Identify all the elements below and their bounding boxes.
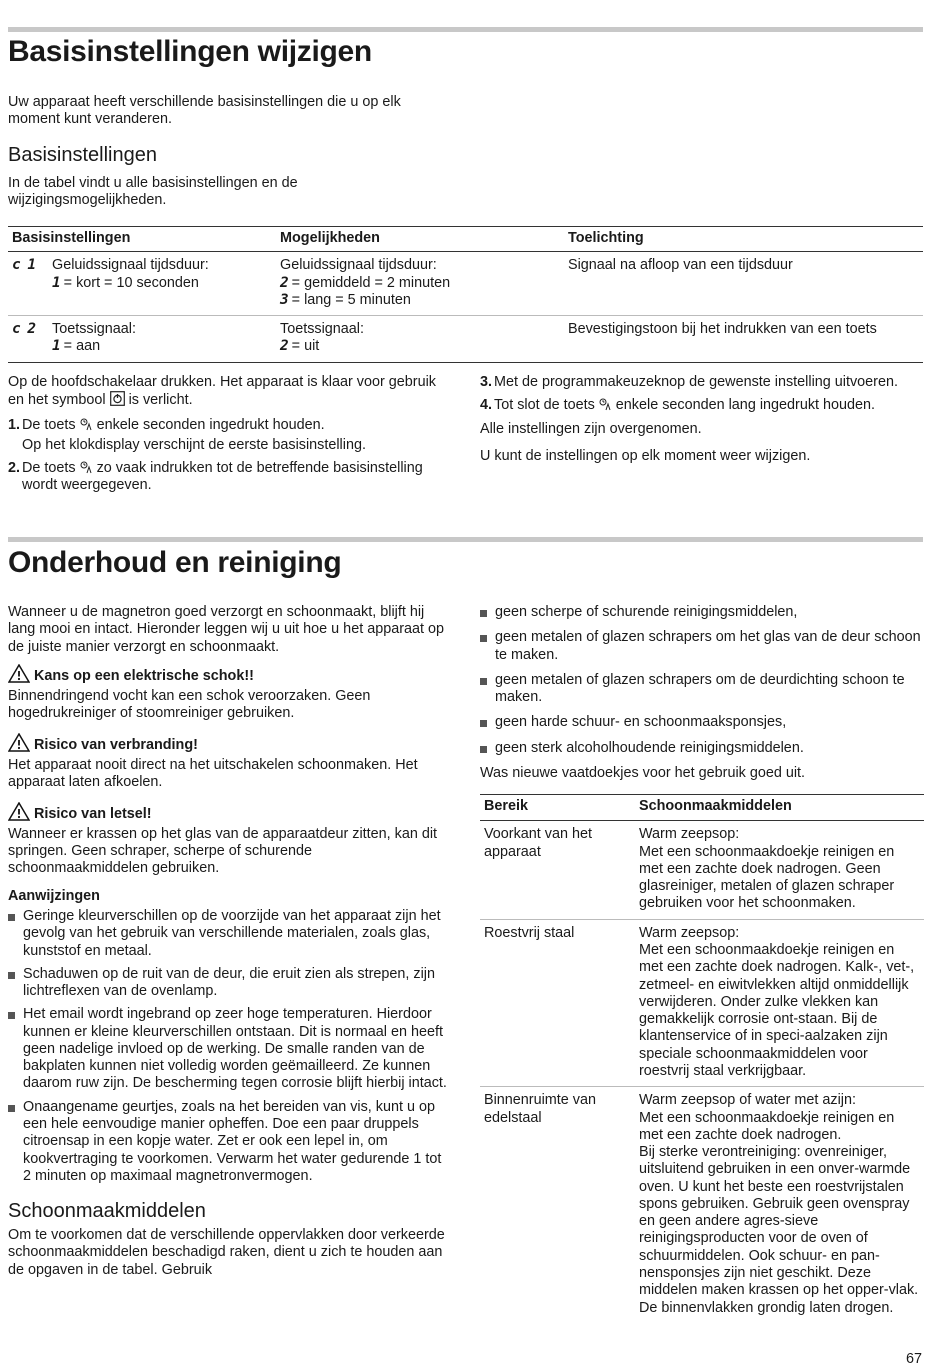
avoid-list [480,604,924,757]
step-item: 1. De toets enkele seconden ingedrukt houden. Op het klokdisplay verschijnt de eerste basisinstelling. [8,416,366,453]
list-item: geen scherpe of schurende reinigingsmiddelen, [480,604,924,621]
setting-value: = aan [63,338,101,355]
list-item: geen harde schuur- en schoonmaaksponsjes, [480,714,924,731]
list-item: Geringe kleurverschillen op de voorzijde van het apparaat zijn het gevolg van het gebruik van verschillende materialen, zoals glas, kunststof en metaal. [8,908,450,960]
table-cell [8,316,276,363]
table-cell: Warm zeepsop of water met azijn: Met een schoonmaakdoekje reinigen en met een zachte doek nadrogen. Bij sterke verontreiniging: ovenreiniger, uitsluitend gebruiken in een onver-warmde oven. U kunt het beste een roestvrijstalen spons gebruiken. Gebruik geen ovenspray en geen andere agres-sieve reinigingsproducten voor de oven of schuurmiddelen. Ook schuur- en pan-nensponsjes zijn niet geschikt. Deze middelen maken krassen op het opper-vlak. De binnenvlakken grondig laten drogen. [639,1092,919,1316]
page-title: Onderhoud en reiniging [8,546,342,579]
steps-list [8,417,448,495]
maintenance-right-column [480,604,924,782]
warning-text: Wanneer er krassen op het glas van de apparaatdeur zitten, kan dit springen. Geen schraper, scherpe of schurende schoonmaakmiddelen gebruiken. [8,825,438,877]
clock-key-icon [80,418,93,431]
options-label: Toetssignaal: [280,321,364,338]
warning-title: Risico van letsel! [34,805,152,822]
table-cell: Binnenruimte van edelstaal [484,1092,596,1126]
setting-label: Toetssignaal: [52,321,136,338]
steps-right-column [480,374,924,472]
options-label: Geluidssignaal tijdsduur: [280,257,437,274]
table-cell: Warm zeepsop: Met een schoonmaakdoekje reinigen en met een zachte doek nadrogen. Geen glasreiniger, metalen of glazen schraper gebruiken voor het schoonmaken. [635,821,924,919]
clock-key-icon [80,461,93,474]
section-rule [8,537,923,542]
maintenance-left-column [8,604,450,1286]
wash-note: Was nieuwe vaatdoekjes voor het gebruik goed uit. [480,764,806,781]
steps-list [480,374,924,415]
value-code: 2 [280,338,288,355]
value-code: 2 [280,274,288,291]
step-item: 4. Tot slot de toets enkele seconden lang ingedrukt houden. [480,397,876,414]
warning-block [8,733,450,792]
confirm-text: Alle instellingen zijn overgenomen. [480,420,702,437]
setting-label: Geluidssignaal tijdsduur: [52,257,209,274]
warning-text: Het apparaat nooit direct na het uitschakelen schoonmaken. Het apparaat laten afkoelen. [8,756,418,791]
table-header-row [8,227,923,252]
table-header: Toelichting [564,227,923,252]
subheading: Basisinstellingen [8,144,157,166]
clock-key-icon [599,398,612,411]
setting-code: c 1 [12,257,35,274]
table-cell [276,316,564,363]
table-cell: Roestvrij staal [480,919,635,1087]
table-cell [8,252,276,316]
value-code: 1 [52,274,60,291]
warning-title: Kans op een elektrische schok!! [34,667,254,684]
option-text: = uit [291,338,320,355]
intro-text: Wanneer u de magnetron goed verzorgt en schoonmaakt, blijft hij lang mooi en intact. Hieronder leggen wij u uit hoe u het apparaat op de juiste manier verzorgt en schoonmaakt. [8,604,445,655]
option-text: = gemiddeld = 2 minuten [291,274,451,291]
warning-title: Risico van verbranding! [34,736,198,753]
notes-list [8,908,450,1185]
section-rule [8,27,923,32]
notes-title: Aanwijzingen [8,887,100,904]
page-number: 67 [905,1351,922,1367]
step-item: 3. Met de programmakeuzeknop de gewenste instelling uitvoeren. [480,374,898,390]
table-cell [276,252,564,316]
power-square-icon [110,391,125,406]
list-item: Onaangename geurtjes, zoals na het bereiden van vis, kunt u op een hele eenvoudige manier opheffen. Doe een paar druppels citroensap in een kopje water. Zet er ook een lepel in, om kookvertraging te voorkomen. Verwarm het water gedurende 1 tot 2 minuten op maximaal magnetronvermogen. [8,1099,450,1185]
warning-block [8,802,450,878]
table-header-row [480,795,924,821]
step-item: 2. De toets zo vaak indrukken tot de betreffende basisinstelling wordt weergegeven. [8,460,423,494]
table-header: Bereik [480,795,635,821]
confirm-text: U kunt de instellingen op elk moment weer wijzigen. [480,447,811,464]
value-code: 3 [280,291,288,308]
table-header: Mogelijkheden [276,227,564,252]
warning-triangle-icon [8,733,30,752]
cleaning-table [480,794,924,1323]
table-row [480,919,924,1087]
table-row [8,252,923,316]
warning-text: Binnendringend vocht kan een schok veroorzaken. Geen hogedrukreiniger of stoomreiniger gebruiken. [8,688,371,722]
list-item: Schaduwen op de ruit van de deur, die eruit zien als strepen, zijn lichtreflexen van de ovenlamp. [8,966,450,1001]
sub-intro-text: In de tabel vindt u alle basisinstellingen en de wijzigingsmogelijkheden. [8,175,298,209]
list-item: geen metalen of glazen schrapers om het glas van de deur schoon te maken. [480,629,924,664]
value-code: 1 [52,338,60,355]
list-item: geen metalen of glazen schrapers om de deurdichting schoon te maken. [480,672,924,707]
list-item: geen sterk alcoholhoudende reinigingsmiddelen. [480,740,924,757]
page-title: Basisinstellingen wijzigen [8,35,372,68]
cleaning-intro: Om te voorkomen dat de verschillende oppervlakken door verkeerde schoonmaakmiddelen beschadigd raken, dient u zich te houden aan de opgaven in de tabel. Gebruik [8,1227,445,1278]
table-header: Schoonmaakmiddelen [635,795,924,821]
cleaning-heading: Schoonmaakmiddelen [8,1200,206,1223]
warning-triangle-icon [8,664,30,683]
setting-code: c 2 [12,321,35,338]
warning-block [8,664,450,723]
table-cell: Voorkant van het apparaat [480,821,635,919]
table-cell: Warm zeepsop: Met een schoonmaakdoekje reinigen en met een zachte doek nadrogen. Kalk-, vet-, zetmeel- en eiwitvlekken altijd onmiddellijk verwijderen. Onder zulke vlekken kan gemakkelijk corrosie ont-staan. Bij de klantenservice of in speci-aalzaken zijn speciale schoonmaakmiddelen voor roestvrij staal verkrijgbaar. [635,919,924,1087]
steps-left-column [8,374,448,501]
instruction-text: Op de hoofdschakelaar drukken. Het apparaat is klaar voor gebruik en het symbool is verlicht. [8,374,436,409]
list-item: Het email wordt ingebrand op zeer hoge temperaturen. Hierdoor kunnen er kleine kleurverschillen ontstaan. Dit is normaal en heeft geen nadelige invloed op de werking. De smalle randen van de bakplaten kunnen niet volledig worden geëmailleerd. Ze kunnen daarom ruw zijn. De bescherming tegen corrosie blijft hierbij intact. [8,1006,450,1092]
setting-value: = kort = 10 seconden [63,274,199,291]
table-row [8,316,923,363]
table-header: Basisinstellingen [8,227,276,252]
intro-text: Uw apparaat heeft verschillende basisinstellingen die u op elk moment kunt veranderen. [8,94,401,128]
option-text: = lang = 5 minuten [291,291,411,308]
table-row [480,821,924,919]
warning-triangle-icon [8,802,30,821]
settings-table [8,226,923,363]
table-row [480,1087,924,1323]
table-cell: Bevestigingstoon bij het indrukken van een toets [564,316,923,363]
table-cell: Signaal na afloop van een tijdsduur [564,252,923,316]
